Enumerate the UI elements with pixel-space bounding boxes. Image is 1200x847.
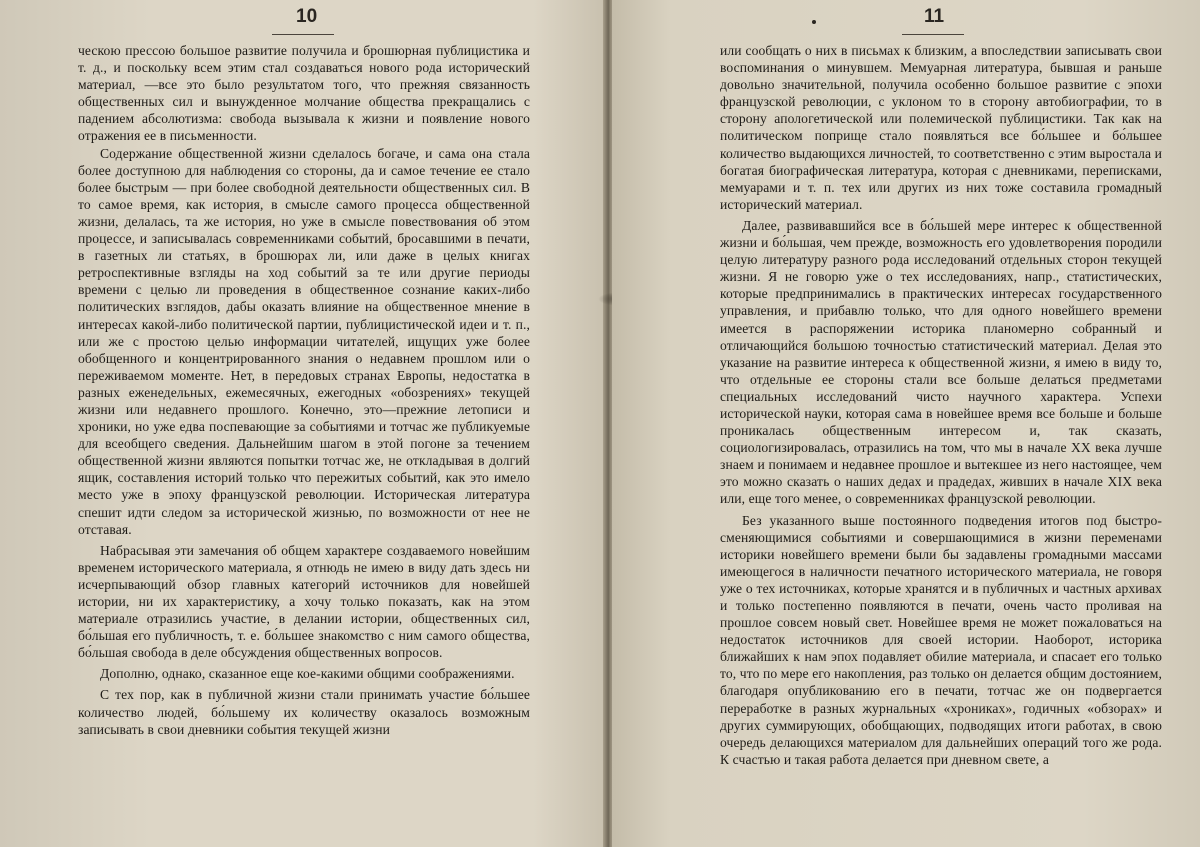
paragraph: Набрасывая эти замечания об общем характере создаваемого новейшим временем исторического материала, я отнюдь не имею в виду дать здесь ни исчерпывающий обзор главных категорий источников для новейшей истории, ни их характеристику, а хочу только показать, как на этом материале отразились участие, в делании истории, общественных сил, бо́льшая его публичность, т. е. бо́льшее знакомство с ним самого общества, бо́льшая свобода в деле обсуждения общественных вопросов. (78, 542, 530, 661)
page-text (720, 42, 1162, 768)
page-number: 11 (924, 6, 945, 27)
paragraph: Далее, развивавшийся все в бо́льшей мере интерес к общественной жизни и бо́льшая, чем прежде, возможность его удовлетворения породили целую литературу разного рода исследований отдельных сторон текущей жизни. Я не говорю уже о тех исследованиях, напр., статистических, которые предпринимались в практических интересах государственного управления, и прибавлю только, что для одного новейшего времени имеется в распоряжении историка планомерно собранный и отличающийся большою точностью статистический материал. Делая это указание на развитие интереса к общественной жизни, я имею в виду то, что отдельные ее стороны стали все больше делаться предметами специальных исследований чисто научного характера. Успехи исторической науки, которая сама в новейшее время все больше и больше проникалась общественным интересом и, так сказать, социологизировалась, отразились на том, что мы в начале XX века лучше знаем и понимаем и недавнее прошлое и вытекшее из него настоящее, чем это можно сказать о наших дедах и прадедах, живших в начале XIX века или, еще того менее, о современниках французской революции. (720, 217, 1162, 507)
print-dot (812, 20, 816, 24)
header-rule (272, 34, 334, 35)
right-page (612, 0, 1200, 847)
page-number: 10 (296, 6, 318, 27)
paragraph: ческою прессою большое развитие получила и брошюрная публицистика и т. д., и поскольку всем этим стал создаваться нового рода исторический материал, —все это было результатом того, что прежняя связанность общественных сил и вынужденное молчание общества прекращались с падением абсолютизма: свобода вызывала к жизни и появление нового отражения ее в письменности. (78, 43, 530, 144)
paragraph: Без указанного выше постоянного подведения итогов под быстро-сменяющимися событиями и совершающимися в жизни переменами историки новейшего времени были бы задавлены громадными массами имеющегося в наличности печатного исторического материала, не говоря уже о тех источниках, которые хранятся и в публичных и частных архивах и только постепенно появляются в печати, очень часто проливая на прошлое совсем новый свет. Новейшее время не может пожаловаться на недостаток источников для своей истории. Наоборот, историка ближайших к нам эпох подавляет обилие материала, и спасает его только то, что по мере его накопления, раз только он делается общим достоянием, благодаря опубликованию его в печати, тотчас же он подвергается переработке в разных журнальных «хрониках», годичных «обзорах» и других суммирующих, обобщающих, подводящих итоги работах, в свою очередь делающихся материалом для дальнейших операций того же рода. К счастью и такая работа делается при дневном свете, а (720, 512, 1162, 767)
header-rule (902, 34, 964, 35)
paragraph: С тех пор, как в публичной жизни стали принимать участие бо́льшее количество людей, бо́льшему их количеству оказалось возможным записывать в свои дневники события текущей жизни (78, 687, 530, 737)
paragraph: Дополню, однако, сказанное еще кое-какими общими соображениями. (100, 666, 515, 682)
paragraph: или сообщать о них в письмах к близким, а впоследствии записывать свои воспоминания о минувшем. Мемуарная литература, бывшая и раньше довольно значительной, получила особенно большое развитие с эпохи французской революции, с уклоном то в сторону автобиографии, то в сторону апологетической или полемической публицистики. Так как на политическом поприще стало появляться все бо́льшее и бо́льшее количество выдающихся личностей, то соответственно с этим выростала и богатая биографическая литература, которая с дневниками, переписками, мемуарами и т. п. тех или других из них тоже составила громадный исторический материал. (720, 43, 1162, 212)
page-text (78, 42, 530, 738)
paragraph: Содержание общественной жизни сделалось богаче, и сама она стала более доступною для наблюдения со стороны, да и самое течение ее стало более быстрым — при более свободной деятельности общественных сил. В то самое время, как история, в смысле самого процесса общественной жизни, делалась, та же история, но уже в смысле повествования об этом процессе, и записывалась современниками событий, бросавшими в печати, в газетных ли статьях, в брошюрах ли, или даже в целых книгах ретроспективные взгляды на ход событий за те или другие периоды времени с целью ли проведения в общественное сознание каких-либо политических взглядов, дабы оказать влияние на общественное мнение в интересах какой-либо политической партии, публицистической идеи и т. п., или же с простою целью информации читателей, ищущих уже более обобщенного и концентрированного знания о недавнем прошлом или о переживаемом моменте. Нет, в передовых странах Европы, недостатка в разных еженедельных, ежемесячных, ежегодных «обозрениях» текущей жизни или недавнего прошлого. Конечно, это—прежние летописи и хроники, но уже едва поспевающие за событиями и тотчас же публикуемые для всеобщего сведения. Дальнейшим шагом в этой погоне за течением общественной жизни являются попытки тотчас же, не откладывая в долгий ящик, составления историй только что пережитых событий, как это имело место уже в эпоху французской революции. Историческая литература спешит идти следом за исторической жизнью, по возможности от нее не отставая. (78, 145, 530, 537)
